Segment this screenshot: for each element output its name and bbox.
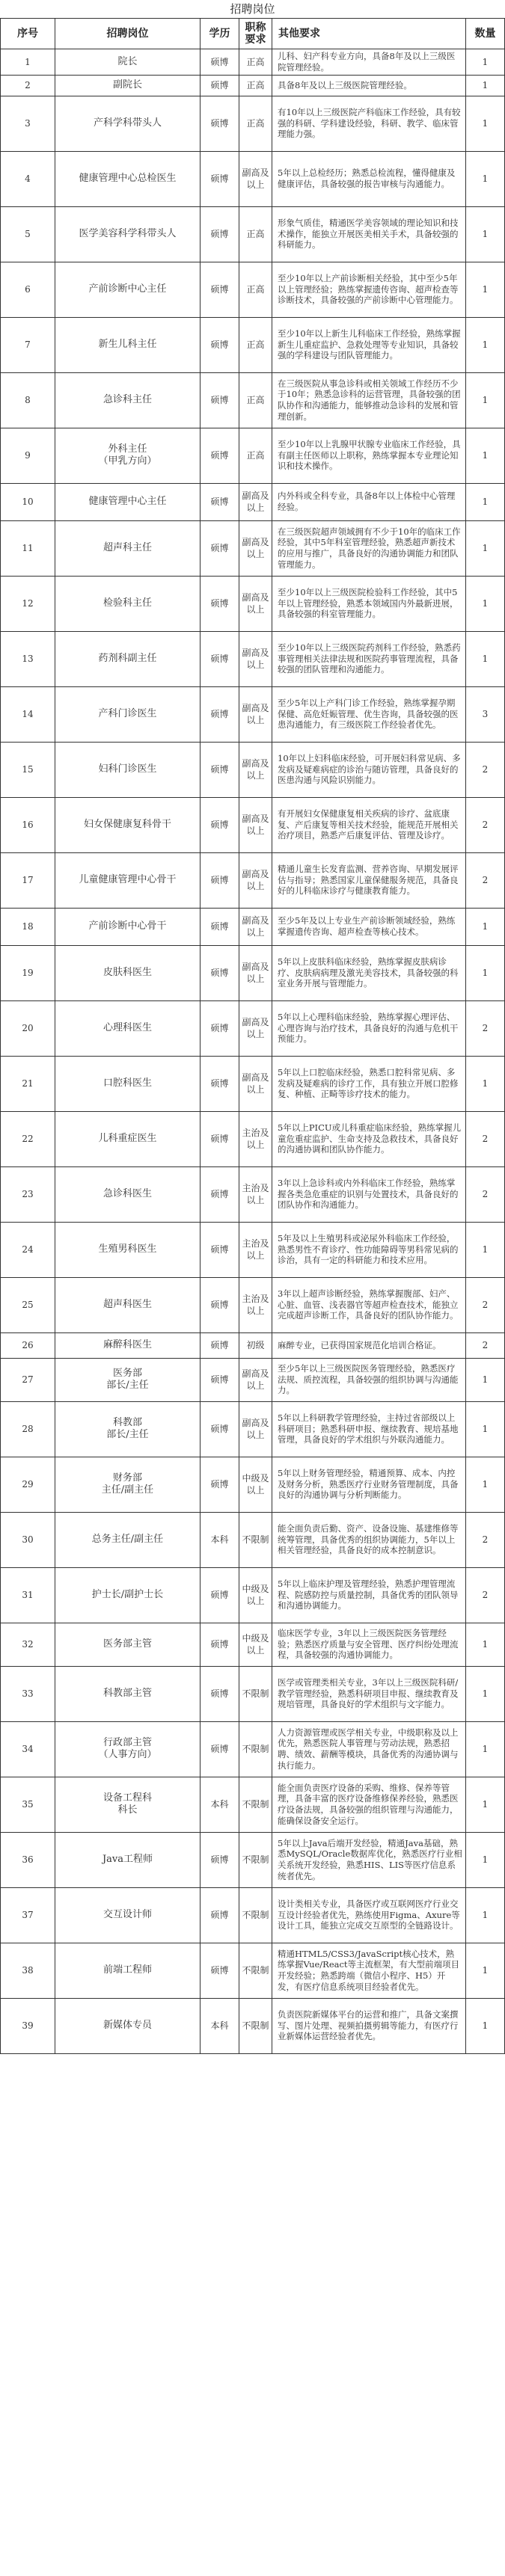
row-position: 健康管理中心主任 bbox=[55, 483, 201, 520]
row-index: 12 bbox=[1, 576, 55, 631]
row-quantity: 1 bbox=[466, 206, 505, 262]
row-index: 36 bbox=[1, 1832, 55, 1887]
row-title-requirement: 中级及以上 bbox=[239, 1457, 272, 1512]
row-position: 皮肤科医生 bbox=[55, 945, 201, 1000]
row-index: 24 bbox=[1, 1222, 55, 1277]
row-education: 硕博 bbox=[201, 96, 239, 151]
table-row bbox=[1, 483, 505, 520]
row-title-requirement: 副高及以上 bbox=[239, 908, 272, 945]
row-education: 硕博 bbox=[201, 1222, 239, 1277]
row-position: 急诊科医生 bbox=[55, 1166, 201, 1222]
row-other-requirements: 5年以上Java后端开发经验，精通Java基础，熟悉MySQL/Oracle数据库优化，熟悉医疗行业相关系统开发经验，熟悉HIS、LIS等医疗信息系统者优先。 bbox=[272, 1832, 466, 1887]
row-other-requirements: 3年以上超声诊断经验，熟练掌握腹部、妇产、心脏、血管、浅表器官等超声检查技术，能独立完成超声诊断工作，具备良好的团队协作能力。 bbox=[272, 1277, 466, 1332]
row-index: 17 bbox=[1, 852, 55, 908]
table-row bbox=[1, 96, 505, 151]
table-row bbox=[1, 1777, 505, 1832]
row-quantity: 1 bbox=[466, 1832, 505, 1887]
row-index: 39 bbox=[1, 1998, 55, 2053]
row-quantity: 1 bbox=[466, 317, 505, 372]
row-quantity: 1 bbox=[466, 96, 505, 151]
row-position: 超声科医生 bbox=[55, 1277, 201, 1332]
table-row bbox=[1, 1000, 505, 1056]
row-quantity: 1 bbox=[466, 1056, 505, 1111]
table-row bbox=[1, 206, 505, 262]
row-other-requirements: 能全面负责后勤、资产、设备设施、基建维修等统筹管理，具备优秀的组织协调能力，5年以上相关管理经验，具备良好的成本控制意识。 bbox=[272, 1512, 466, 1567]
row-other-requirements: 儿科、妇产科专业方向，具备8年及以上三级医院管理经验。 bbox=[272, 49, 466, 76]
row-position: 生殖男科医生 bbox=[55, 1222, 201, 1277]
row-title-requirement: 不限制 bbox=[239, 1943, 272, 1998]
row-position: 外科主任 （甲乳方向） bbox=[55, 428, 201, 483]
table-row bbox=[1, 797, 505, 852]
row-other-requirements: 至少10年以上乳腺甲状腺专业临床工作经验，具有副主任医师以上职称，熟练掌握本专业理论知识和技术操作。 bbox=[272, 428, 466, 483]
table-row bbox=[1, 1887, 505, 1943]
row-quantity: 1 bbox=[466, 1457, 505, 1512]
row-other-requirements: 至少10年以上产前诊断相关经验，其中至少5年以上管理经验；熟练掌握遗传咨询、超声检查等诊断技术，具备较强的产前诊断中心管理能力。 bbox=[272, 262, 466, 317]
row-education: 硕博 bbox=[201, 1832, 239, 1887]
row-index: 28 bbox=[1, 1401, 55, 1457]
row-education: 硕博 bbox=[201, 908, 239, 945]
table-row bbox=[1, 1277, 505, 1332]
row-education: 本科 bbox=[201, 1512, 239, 1567]
row-quantity: 2 bbox=[466, 852, 505, 908]
row-index: 31 bbox=[1, 1567, 55, 1623]
row-other-requirements: 5年以上口腔临床经验，熟悉口腔科常见病、多发病及疑难病的诊疗工作，具有独立开展口腔修复、种植、正畸等诊疗技术的能力。 bbox=[272, 1056, 466, 1111]
table-row bbox=[1, 1943, 505, 1998]
row-education: 硕博 bbox=[201, 428, 239, 483]
row-education: 硕博 bbox=[201, 1166, 239, 1222]
row-title-requirement: 正高 bbox=[239, 75, 272, 96]
row-title-requirement: 正高 bbox=[239, 49, 272, 76]
row-other-requirements: 5年以上临床护理及管理经验，熟悉护理管理流程、院感防控与质量控制，具备优秀的团队领导和沟通协调能力。 bbox=[272, 1567, 466, 1623]
row-other-requirements: 麻醉专业，已获得国家规范化培训合格证。 bbox=[272, 1332, 466, 1358]
row-education: 硕博 bbox=[201, 1721, 239, 1777]
row-quantity: 1 bbox=[466, 1358, 505, 1401]
table-row bbox=[1, 576, 505, 631]
row-education: 本科 bbox=[201, 1998, 239, 2053]
row-title-requirement: 正高 bbox=[239, 428, 272, 483]
table-row bbox=[1, 372, 505, 428]
row-education: 硕博 bbox=[201, 1056, 239, 1111]
table-row bbox=[1, 1111, 505, 1166]
row-education: 硕博 bbox=[201, 372, 239, 428]
table-row bbox=[1, 1666, 505, 1721]
row-index: 13 bbox=[1, 631, 55, 686]
row-quantity: 2 bbox=[466, 1277, 505, 1332]
row-position: Java工程师 bbox=[55, 1832, 201, 1887]
row-position: 妇女保健康复科骨干 bbox=[55, 797, 201, 852]
row-quantity: 1 bbox=[466, 520, 505, 576]
row-other-requirements: 5年以上PICU或儿科重症临床经验，熟练掌握儿童危重症监护、生命支持及急救技术，具备良好的沟通协调和团队协作能力。 bbox=[272, 1111, 466, 1166]
row-quantity: 2 bbox=[466, 742, 505, 797]
row-education: 硕博 bbox=[201, 1358, 239, 1401]
row-position: 医学美容科学科带头人 bbox=[55, 206, 201, 262]
row-position: 产科门诊医生 bbox=[55, 686, 201, 742]
header-index: 序号 bbox=[1, 19, 55, 49]
row-quantity: 1 bbox=[466, 1998, 505, 2053]
row-other-requirements: 至少5年以上三级医院医务管理经验，熟悉医疗法规、质控流程，具备较强的组织协调与沟通能力。 bbox=[272, 1358, 466, 1401]
row-education: 硕博 bbox=[201, 1401, 239, 1457]
row-title-requirement: 副高及以上 bbox=[239, 1358, 272, 1401]
table-row bbox=[1, 631, 505, 686]
table-row bbox=[1, 1721, 505, 1777]
row-position: 行政部主管 （人事方向） bbox=[55, 1721, 201, 1777]
header-position: 招聘岗位 bbox=[55, 19, 201, 49]
row-education: 硕博 bbox=[201, 631, 239, 686]
row-position: 设备工程科 科长 bbox=[55, 1777, 201, 1832]
row-position: 心理科医生 bbox=[55, 1000, 201, 1056]
row-quantity: 1 bbox=[466, 151, 505, 206]
row-quantity: 1 bbox=[466, 75, 505, 96]
table-row bbox=[1, 1332, 505, 1358]
row-index: 15 bbox=[1, 742, 55, 797]
row-index: 11 bbox=[1, 520, 55, 576]
table-row bbox=[1, 428, 505, 483]
table-row bbox=[1, 1623, 505, 1666]
row-title-requirement: 主治及以上 bbox=[239, 1111, 272, 1166]
row-other-requirements: 有10年以上三级医院产科临床工作经验，具有较强的科研、学科建设经验，科研、教学、临床管理能力强。 bbox=[272, 96, 466, 151]
row-title-requirement: 副高及以上 bbox=[239, 852, 272, 908]
row-title-requirement: 初级 bbox=[239, 1332, 272, 1358]
row-education: 硕博 bbox=[201, 686, 239, 742]
row-other-requirements: 5年以上财务管理经验，精通预算、成本、内控及财务分析，熟悉医疗行业财务管理制度，具备良好的沟通协调与分析判断能力。 bbox=[272, 1457, 466, 1512]
row-index: 34 bbox=[1, 1721, 55, 1777]
row-title-requirement: 副高及以上 bbox=[239, 576, 272, 631]
row-position: 产前诊断中心骨干 bbox=[55, 908, 201, 945]
row-other-requirements: 有开展妇女保健康复相关疾病的诊疗、盆底康复、产后康复等相关技术经验，能规范开展相关治疗项目，熟悉产后康复评估、管理及诊疗。 bbox=[272, 797, 466, 852]
header-other-requirements: 其他要求 bbox=[272, 19, 466, 49]
row-title-requirement: 正高 bbox=[239, 262, 272, 317]
row-title-requirement: 不限制 bbox=[239, 1777, 272, 1832]
row-title-requirement: 主治及以上 bbox=[239, 1277, 272, 1332]
table-row bbox=[1, 742, 505, 797]
row-education: 硕博 bbox=[201, 483, 239, 520]
row-quantity: 2 bbox=[466, 1332, 505, 1358]
row-index: 1 bbox=[1, 49, 55, 76]
row-position: 副院长 bbox=[55, 75, 201, 96]
row-position: 医务部主管 bbox=[55, 1623, 201, 1666]
row-position: 财务部 主任/副主任 bbox=[55, 1457, 201, 1512]
row-title-requirement: 副高及以上 bbox=[239, 1401, 272, 1457]
row-position: 健康管理中心总检医生 bbox=[55, 151, 201, 206]
row-title-requirement: 不限制 bbox=[239, 1666, 272, 1721]
row-other-requirements: 临床医学专业，3年以上三级医院医务管理经验；熟悉医疗质量与安全管理、医疗纠纷处理流程，具备较强的沟通协调能力。 bbox=[272, 1623, 466, 1666]
row-quantity: 1 bbox=[466, 576, 505, 631]
table-row bbox=[1, 1457, 505, 1512]
table-row bbox=[1, 686, 505, 742]
row-title-requirement: 主治及以上 bbox=[239, 1166, 272, 1222]
row-other-requirements: 5年以上科研教学管理经验，主持过省部级以上科研项目；熟悉科研申报、继续教育、规培基地管理，具备良好的学术组织与外联沟通能力。 bbox=[272, 1401, 466, 1457]
row-index: 10 bbox=[1, 483, 55, 520]
row-other-requirements: 精通儿童生长发育监测、营养咨询、早期发展评估与指导；熟悉国家儿童保健服务规范，具备良好的儿科临床诊疗与健康教育能力。 bbox=[272, 852, 466, 908]
row-index: 35 bbox=[1, 1777, 55, 1832]
row-quantity: 1 bbox=[466, 631, 505, 686]
row-position: 前端工程师 bbox=[55, 1943, 201, 1998]
row-index: 18 bbox=[1, 908, 55, 945]
row-other-requirements: 至少5年以上产科门诊工作经验，熟练掌握孕期保健、高危妊娠管理、优生咨询，具备较强的医患沟通能力，有三级医院工作经验者优先。 bbox=[272, 686, 466, 742]
row-title-requirement: 中级及以上 bbox=[239, 1567, 272, 1623]
row-other-requirements: 人力资源管理或医学相关专业，中级职称及以上优先，熟悉医院人事管理与劳动法规，熟悉招聘、绩效、薪酬等模块，具备优秀的沟通协调与执行能力。 bbox=[272, 1721, 466, 1777]
row-education: 硕博 bbox=[201, 797, 239, 852]
header-education: 学历 bbox=[201, 19, 239, 49]
row-education: 硕博 bbox=[201, 262, 239, 317]
row-title-requirement: 副高及以上 bbox=[239, 520, 272, 576]
row-index: 22 bbox=[1, 1111, 55, 1166]
row-position: 急诊科主任 bbox=[55, 372, 201, 428]
row-education: 硕博 bbox=[201, 1457, 239, 1512]
table-row bbox=[1, 317, 505, 372]
row-title-requirement: 正高 bbox=[239, 317, 272, 372]
row-education: 硕博 bbox=[201, 1887, 239, 1943]
table-row bbox=[1, 1222, 505, 1277]
table-header-row bbox=[1, 19, 505, 49]
row-index: 6 bbox=[1, 262, 55, 317]
row-quantity: 1 bbox=[466, 49, 505, 76]
row-index: 3 bbox=[1, 96, 55, 151]
row-education: 硕博 bbox=[201, 151, 239, 206]
row-other-requirements: 医学或管理类相关专业，3年以上三级医院科研/教学管理经验，熟悉科研项目申报、继续教育及规培管理，具备良好的学术组织与文字能力。 bbox=[272, 1666, 466, 1721]
recruitment-table bbox=[0, 18, 505, 2054]
row-other-requirements: 在三级医院从事急诊科或相关领域工作经历不少于10年；熟悉急诊科的运营管理，具备较强的团队协作和沟通能力，能够推动急诊科的发展和管理创新。 bbox=[272, 372, 466, 428]
row-quantity: 1 bbox=[466, 1943, 505, 1998]
row-other-requirements: 5年以上心理科临床经验，熟练掌握心理评估、心理咨询与治疗技术，具备良好的沟通与危机干预能力。 bbox=[272, 1000, 466, 1056]
row-quantity: 1 bbox=[466, 372, 505, 428]
row-position: 检验科主任 bbox=[55, 576, 201, 631]
row-quantity: 1 bbox=[466, 1222, 505, 1277]
row-quantity: 1 bbox=[466, 1887, 505, 1943]
row-index: 8 bbox=[1, 372, 55, 428]
table-row bbox=[1, 1056, 505, 1111]
row-education: 硕博 bbox=[201, 742, 239, 797]
row-position: 院长 bbox=[55, 49, 201, 76]
row-other-requirements: 至少10年以上三级医院检验科工作经验，其中5年以上管理经验，熟悉本领域国内外最新进展，具备较强的科室管理能力。 bbox=[272, 576, 466, 631]
row-title-requirement: 正高 bbox=[239, 206, 272, 262]
table-row bbox=[1, 1401, 505, 1457]
row-quantity: 1 bbox=[466, 945, 505, 1000]
row-other-requirements: 至少10年以上三级医院药剂科工作经验，熟悉药事管理相关法律法规和医院药事管理流程，具备较强的团队管理和沟通能力。 bbox=[272, 631, 466, 686]
page-title: 招聘岗位 bbox=[230, 2, 275, 16]
row-other-requirements: 10年以上妇科临床经验，可开展妇科常见病、多发病及疑难病症的诊治与随访管理，具备良好的医患沟通与风险识别能力。 bbox=[272, 742, 466, 797]
row-education: 硕博 bbox=[201, 945, 239, 1000]
row-other-requirements: 5年及以上生殖男科或泌尿外科临床工作经验，熟悉男性不育诊疗、性功能障碍等男科常见病的诊治，具有一定的科研能力和技术应用。 bbox=[272, 1222, 466, 1277]
row-position: 产前诊断中心主任 bbox=[55, 262, 201, 317]
row-index: 37 bbox=[1, 1887, 55, 1943]
row-other-requirements: 至少10年以上新生儿科临床工作经验，熟练掌握新生儿重症监护、急救处理等专业知识，具备较强的学科建设与团队管理能力。 bbox=[272, 317, 466, 372]
table-row bbox=[1, 520, 505, 576]
row-index: 14 bbox=[1, 686, 55, 742]
row-position: 超声科主任 bbox=[55, 520, 201, 576]
table-row bbox=[1, 75, 505, 96]
row-education: 硕博 bbox=[201, 1666, 239, 1721]
row-education: 硕博 bbox=[201, 49, 239, 76]
row-other-requirements: 形象气质佳，精通医学美容领域的理论知识和技术操作，能独立开展医美相关手术，具备较强的科研能力。 bbox=[272, 206, 466, 262]
row-quantity: 2 bbox=[466, 1166, 505, 1222]
table-row bbox=[1, 1512, 505, 1567]
table-row bbox=[1, 151, 505, 206]
row-education: 硕博 bbox=[201, 520, 239, 576]
row-index: 33 bbox=[1, 1666, 55, 1721]
row-quantity: 1 bbox=[466, 1777, 505, 1832]
row-quantity: 1 bbox=[466, 1623, 505, 1666]
row-title-requirement: 不限制 bbox=[239, 1832, 272, 1887]
row-index: 16 bbox=[1, 797, 55, 852]
row-index: 20 bbox=[1, 1000, 55, 1056]
row-position: 护士长/副护士长 bbox=[55, 1567, 201, 1623]
row-title-requirement: 正高 bbox=[239, 372, 272, 428]
row-position: 儿科重症医生 bbox=[55, 1111, 201, 1166]
row-title-requirement: 中级及以上 bbox=[239, 1623, 272, 1666]
row-education: 硕博 bbox=[201, 75, 239, 96]
row-other-requirements: 5年以上总检经历；熟悉总检流程，懂得健康及健康评估，具备较强的报告审核与沟通能力。 bbox=[272, 151, 466, 206]
row-quantity: 2 bbox=[466, 1000, 505, 1056]
row-title-requirement: 副高及以上 bbox=[239, 686, 272, 742]
table-row bbox=[1, 1832, 505, 1887]
row-other-requirements: 具备8年及以上三级医院管理经验。 bbox=[272, 75, 466, 96]
row-education: 硕博 bbox=[201, 1111, 239, 1166]
header-quantity: 数量 bbox=[466, 19, 505, 49]
row-quantity: 1 bbox=[466, 483, 505, 520]
row-education: 硕博 bbox=[201, 1623, 239, 1666]
row-index: 29 bbox=[1, 1457, 55, 1512]
row-education: 硕博 bbox=[201, 317, 239, 372]
row-index: 4 bbox=[1, 151, 55, 206]
row-position: 妇科门诊医生 bbox=[55, 742, 201, 797]
row-quantity: 2 bbox=[466, 1567, 505, 1623]
row-other-requirements: 设计类相关专业，具备医疗或互联网医疗行业交互设计经验者优先，熟练使用Figma、Axure等设计工具，能独立完成交互原型的全链路设计。 bbox=[272, 1887, 466, 1943]
row-position: 口腔科医生 bbox=[55, 1056, 201, 1111]
row-quantity: 3 bbox=[466, 686, 505, 742]
row-education: 硕博 bbox=[201, 576, 239, 631]
row-other-requirements: 负责医院新媒体平台的运营和推广，具备文案撰写、图片处理、视频拍摄剪辑等能力，有医疗行业新媒体运营经验者优先。 bbox=[272, 1998, 466, 2053]
table-row bbox=[1, 262, 505, 317]
row-title-requirement: 副高及以上 bbox=[239, 945, 272, 1000]
row-quantity: 1 bbox=[466, 262, 505, 317]
row-position: 药剂科副主任 bbox=[55, 631, 201, 686]
row-title-requirement: 不限制 bbox=[239, 1512, 272, 1567]
row-quantity: 1 bbox=[466, 1721, 505, 1777]
row-position: 交互设计师 bbox=[55, 1887, 201, 1943]
row-title-requirement: 副高及以上 bbox=[239, 1000, 272, 1056]
table-row bbox=[1, 908, 505, 945]
row-other-requirements: 精通HTML5/CSS3/JavaScript核心技术，熟练掌握Vue/React等主流框架，有大型前端项目开发经验；熟悉跨端（微信小程序、H5）开发，有医疗信息系统项目经验者优先。 bbox=[272, 1943, 466, 1998]
row-quantity: 2 bbox=[466, 797, 505, 852]
row-title-requirement: 副高及以上 bbox=[239, 1056, 272, 1111]
row-education: 硕博 bbox=[201, 1567, 239, 1623]
table-row bbox=[1, 1998, 505, 2053]
row-position: 产科学科带头人 bbox=[55, 96, 201, 151]
row-position: 总务主任/副主任 bbox=[55, 1512, 201, 1567]
row-title-requirement: 正高 bbox=[239, 96, 272, 151]
row-position: 科教部 部长/主任 bbox=[55, 1401, 201, 1457]
row-title-requirement: 不限制 bbox=[239, 1998, 272, 2053]
row-index: 2 bbox=[1, 75, 55, 96]
table-row bbox=[1, 1358, 505, 1401]
row-index: 38 bbox=[1, 1943, 55, 1998]
row-quantity: 2 bbox=[466, 1512, 505, 1567]
row-position: 新生儿科主任 bbox=[55, 317, 201, 372]
row-quantity: 1 bbox=[466, 908, 505, 945]
row-position: 医务部 部长/主任 bbox=[55, 1358, 201, 1401]
row-other-requirements: 能全面负责医疗设备的采购、维修、保养等管理，具备丰富的医疗设备维修保养经验，熟悉医疗设备法规，具备较强的组织管理与沟通能力，能确保设备安全运行。 bbox=[272, 1777, 466, 1832]
row-education: 硕博 bbox=[201, 1332, 239, 1358]
table-row bbox=[1, 1567, 505, 1623]
row-title-requirement: 副高及以上 bbox=[239, 151, 272, 206]
row-position: 儿童健康管理中心骨干 bbox=[55, 852, 201, 908]
row-other-requirements: 内外科或全科专业，具备8年以上体检中心管理经验。 bbox=[272, 483, 466, 520]
row-education: 本科 bbox=[201, 1777, 239, 1832]
row-index: 30 bbox=[1, 1512, 55, 1567]
row-position: 新媒体专员 bbox=[55, 1998, 201, 2053]
row-other-requirements: 在三级医院超声领域拥有不少于10年的临床工作经验，其中5年科室管理经验，熟悉超声新技术的应用与推广，具备良好的沟通协调能力和团队管理能力。 bbox=[272, 520, 466, 576]
row-title-requirement: 不限制 bbox=[239, 1721, 272, 1777]
row-title-requirement: 副高及以上 bbox=[239, 797, 272, 852]
row-education: 硕博 bbox=[201, 1943, 239, 1998]
row-education: 硕博 bbox=[201, 1277, 239, 1332]
row-education: 硕博 bbox=[201, 1000, 239, 1056]
table-row bbox=[1, 1166, 505, 1222]
row-index: 25 bbox=[1, 1277, 55, 1332]
row-quantity: 1 bbox=[466, 1401, 505, 1457]
row-index: 7 bbox=[1, 317, 55, 372]
row-other-requirements: 3年以上急诊科或内外科临床工作经验，熟练掌握各类急危重症的识别与处置技术，具备良好的团队协作和沟通能力。 bbox=[272, 1166, 466, 1222]
row-index: 19 bbox=[1, 945, 55, 1000]
row-index: 27 bbox=[1, 1358, 55, 1401]
row-title-requirement: 副高及以上 bbox=[239, 631, 272, 686]
row-index: 5 bbox=[1, 206, 55, 262]
table-row bbox=[1, 49, 505, 76]
row-position: 科教部主管 bbox=[55, 1666, 201, 1721]
table-row bbox=[1, 945, 505, 1000]
row-title-requirement: 副高及以上 bbox=[239, 483, 272, 520]
row-quantity: 1 bbox=[466, 1666, 505, 1721]
row-position: 麻醉科医生 bbox=[55, 1332, 201, 1358]
row-index: 32 bbox=[1, 1623, 55, 1666]
header-title-requirement: 职称要求 bbox=[239, 19, 272, 49]
row-education: 硕博 bbox=[201, 852, 239, 908]
row-other-requirements: 5年以上皮肤科临床经验，熟练掌握皮肤病诊疗、皮肤病病理及激光美容技术，具备较强的科室业务开展与管理能力。 bbox=[272, 945, 466, 1000]
row-quantity: 1 bbox=[466, 428, 505, 483]
row-index: 23 bbox=[1, 1166, 55, 1222]
table-row bbox=[1, 852, 505, 908]
row-title-requirement: 主治及以上 bbox=[239, 1222, 272, 1277]
row-index: 9 bbox=[1, 428, 55, 483]
row-index: 21 bbox=[1, 1056, 55, 1111]
row-education: 硕博 bbox=[201, 206, 239, 262]
row-index: 26 bbox=[1, 1332, 55, 1358]
row-quantity: 2 bbox=[466, 1111, 505, 1166]
row-other-requirements: 至少5年及以上专业生产前诊断领域经验，熟练掌握遗传咨询、超声检查等核心技术。 bbox=[272, 908, 466, 945]
row-title-requirement: 不限制 bbox=[239, 1887, 272, 1943]
row-title-requirement: 副高及以上 bbox=[239, 742, 272, 797]
